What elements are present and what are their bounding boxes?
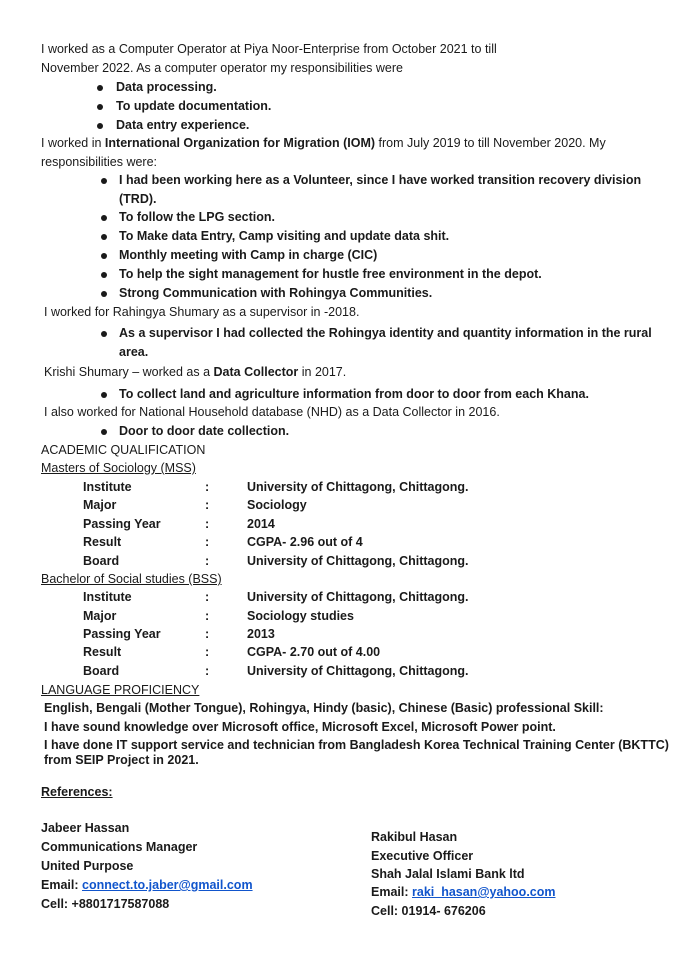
piya-bullet-1: Data processing. [116,80,217,94]
ref1-org: United Purpose [41,859,134,873]
iom-bullet-1a: I had been working here as a Volunteer, since I have worked transition recovery division [119,173,642,187]
iom-bullet-6: Strong Communication with Rohingya Communities. [119,286,433,300]
mss-label-passing-year: Passing Year [83,517,161,531]
bss-label-board: Board [83,664,120,678]
bss-value-board: University of Chittagong, Chittagong. [247,664,469,678]
krishi-pre-text: Krishi Shumary – worked as a [44,365,214,379]
iom-bullet-5: To help the sight management for hustle free environment in the depot. [119,267,542,281]
krishi-intro [44,363,346,381]
bss-label-passing-year: Passing Year [83,627,161,641]
bss-sep: : [205,645,210,659]
ref2-email-line [371,883,556,901]
piya-intro-line-2: November 2022. As a computer operator my responsibilities were [41,61,403,75]
bullet-dot [101,234,107,240]
bss-value-result: CGPA- 2.70 out of 4.00 [247,645,381,659]
krishi-post-text: in 2017. [298,365,347,379]
iom-bullet-1b: (TRD). [119,192,157,206]
krishi-bullet: To collect land and agriculture information from door to door from each Khana. [119,387,589,401]
mss-value-institute: University of Chittagong, Chittagong. [247,480,469,494]
ref2-email-label: Email: [371,885,412,899]
iom-post-text: from July 2019 to till November 2020. My [375,136,606,150]
mss-label-major: Major [83,498,117,512]
ref2-title: Executive Officer [371,849,474,863]
language-line-4: from SEIP Project in 2021. [44,753,199,767]
bullet-dot [101,178,107,184]
krishi-role: Data Collector [213,365,299,379]
iom-intro-line-2: responsibilities were: [41,155,158,169]
bss-value-institute: University of Chittagong, Chittagong. [247,590,469,604]
mss-sep: : [205,480,210,494]
mss-value-board: University of Chittagong, Chittagong. [247,554,469,568]
language-line-2: I have sound knowledge over Microsoft office, Microsoft Excel, Microsoft Power point. [44,720,556,734]
mss-label-result: Result [83,535,122,549]
bss-value-major: Sociology studies [247,609,354,623]
mss-label-board: Board [83,554,120,568]
mss-title: Masters of Sociology (MSS) [41,461,196,475]
iom-organization: International Organization for Migration (IOM) [104,136,376,150]
ref2-org: Shah Jalal Islami Bank ltd [371,867,525,881]
ref2-email-link[interactable]: raki_hasan@yahoo.com [412,885,556,899]
piya-bullet-2: To update documentation. [116,99,272,113]
ref1-title: Communications Manager [41,840,198,854]
language-line-3: I have done IT support service and technician from Bangladesh Korea Technical Training Center (BKTTC) [44,738,669,752]
bullet-dot [101,392,107,398]
rahingya-bullet-b: area. [119,345,149,359]
ref1-cell: Cell: +8801717587088 [41,897,170,911]
ref1-email-link[interactable]: connect.to.jaber@gmail.com [82,878,253,892]
bullet-dot [101,331,107,337]
bss-value-passing-year: 2013 [247,627,275,641]
academic-heading: ACADEMIC QUALIFICATION [41,443,206,457]
bullet-dot [97,104,103,110]
iom-intro-line-1 [41,134,606,152]
bss-sep: : [205,664,210,678]
bullet-dot [101,291,107,297]
mss-sep: : [205,517,210,531]
bss-title: Bachelor of Social studies (BSS) [41,572,222,586]
bullet-dot [97,123,103,129]
rahingya-bullet-a: As a supervisor I had collected the Rohingya identity and quantity information in the rural [119,326,652,340]
mss-sep: : [205,498,210,512]
bullet-dot [101,429,107,435]
mss-value-passing-year: 2014 [247,517,275,531]
bss-sep: : [205,627,210,641]
mss-value-result: CGPA- 2.96 out of 4 [247,535,363,549]
rahingya-intro: I worked for Rahingya Shumary as a supervisor in -2018. [44,305,360,319]
iom-bullet-2: To follow the LPG section. [119,210,276,224]
mss-label-institute: Institute [83,480,132,494]
piya-intro-line-1: I worked as a Computer Operator at Piya Noor-Enterprise from October 2021 to till [41,42,497,56]
language-line-1: English, Bengali (Mother Tongue), Rohingya, Hindy (basic), Chinese (Basic) professional Skill: [44,701,604,715]
references-heading: References: [41,785,113,799]
bullet-dot [101,215,107,221]
ref2-cell: Cell: 01914- 676206 [371,904,486,918]
bss-label-institute: Institute [83,590,132,604]
bss-label-result: Result [83,645,122,659]
ref1-email-label: Email: [41,878,82,892]
iom-pre-text: I worked in [41,136,105,150]
bullet-dot [97,85,103,91]
nhd-bullet: Door to door date collection. [119,424,290,438]
bullet-dot [101,253,107,259]
mss-value-major: Sociology [247,498,307,512]
language-heading: LANGUAGE PROFICIENCY [41,683,200,697]
ref1-email-line [41,876,253,894]
iom-bullet-4: Monthly meeting with Camp in charge (CIC) [119,248,378,262]
bss-label-major: Major [83,609,117,623]
mss-sep: : [205,535,210,549]
mss-sep: : [205,554,210,568]
iom-bullet-3: To Make data Entry, Camp visiting and update data shit. [119,229,450,243]
bullet-dot [101,272,107,278]
ref2-name: Rakibul Hasan [371,830,458,844]
piya-bullet-3: Data entry experience. [116,118,250,132]
ref1-name: Jabeer Hassan [41,821,130,835]
bss-sep: : [205,609,210,623]
bss-sep: : [205,590,210,604]
nhd-intro: I also worked for National Household database (NHD) as a Data Collector in 2016. [44,405,500,419]
